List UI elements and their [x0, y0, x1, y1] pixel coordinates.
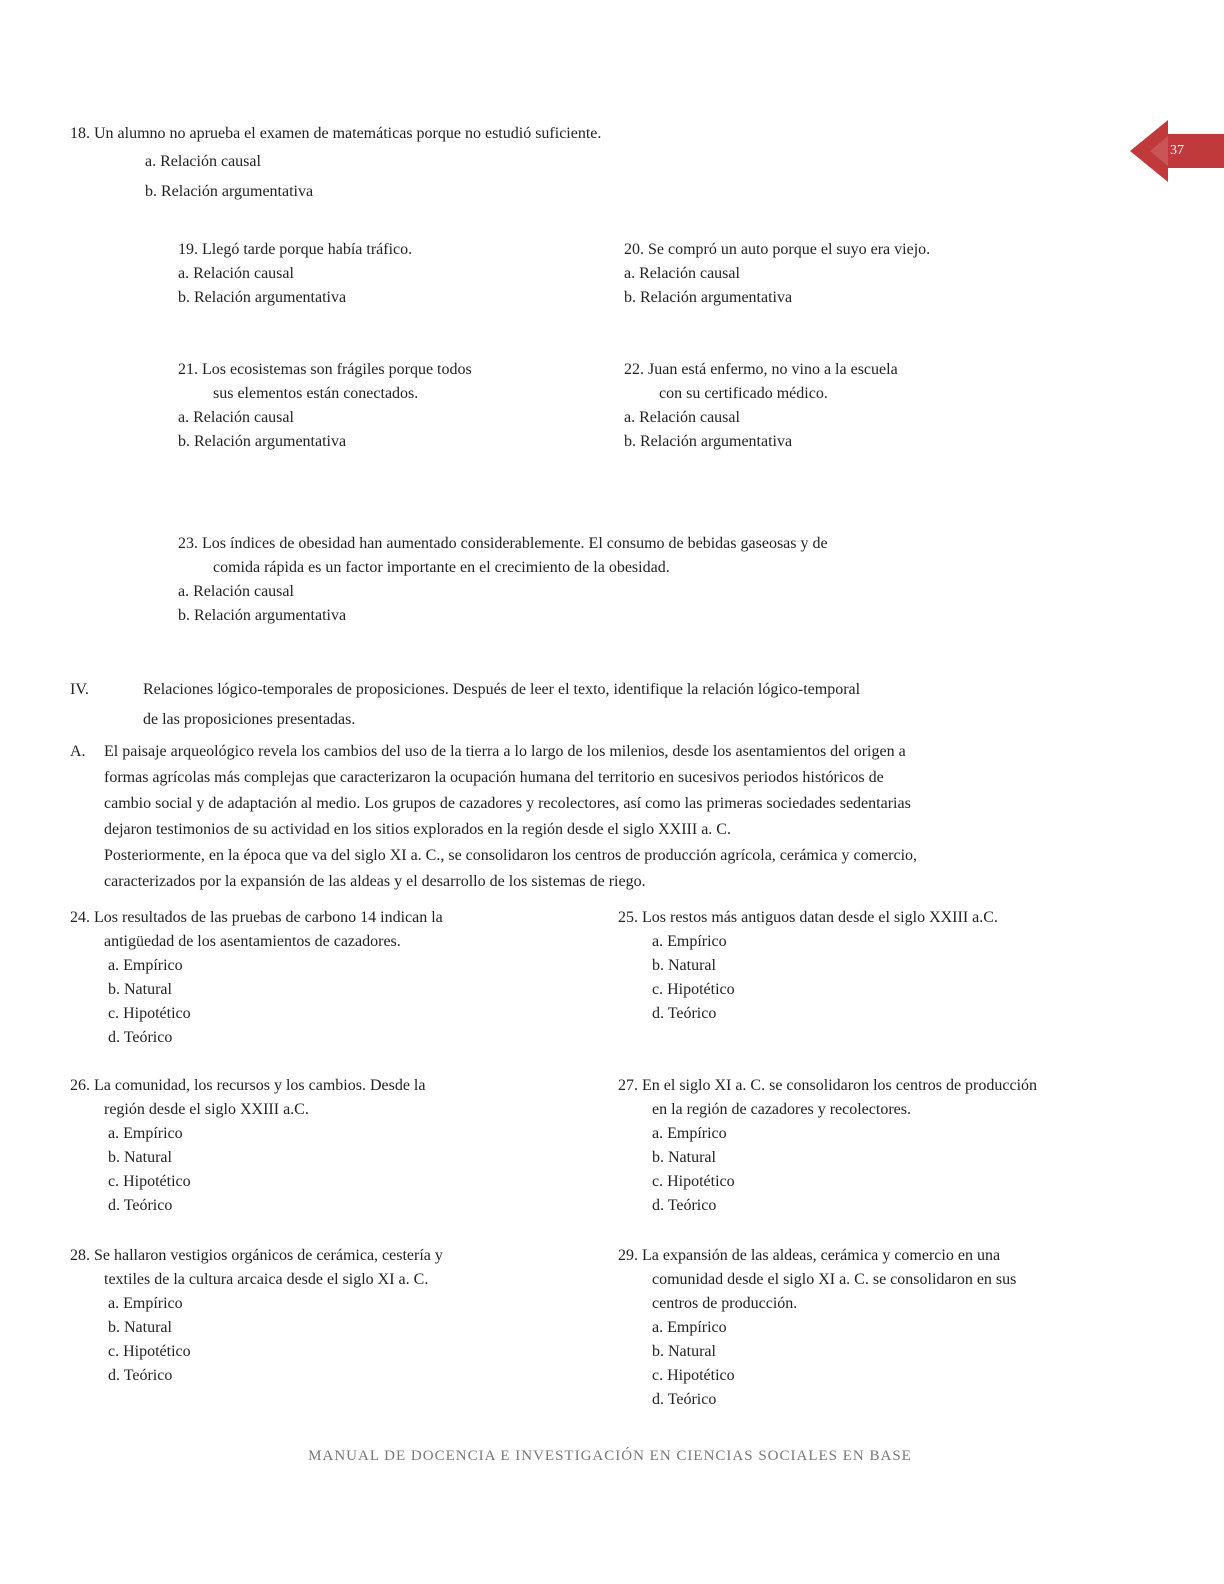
question-28: 28. Se hallaron vestigios orgánicos de cerámica, cestería y	[70, 1247, 443, 1264]
question-20: 20. Se compró un auto porque el suyo era viejo.	[624, 241, 931, 258]
q22-option-a[interactable]: a. Relación causal	[624, 409, 740, 426]
q28-option-a[interactable]: a. Empírico	[108, 1295, 183, 1312]
q28-option-c[interactable]: c. Hipotético	[108, 1343, 191, 1360]
passage-line: Posteriormente, en la época que va del siglo XI a. C., se consolidaron los centros de producción agrícola, cerámica y comercio,	[104, 847, 918, 864]
question-22-cont: con su certificado médico.	[659, 385, 828, 402]
q29-option-b[interactable]: b. Natural	[652, 1343, 716, 1360]
q26-option-b[interactable]: b. Natural	[108, 1149, 172, 1166]
q25-option-a[interactable]: a. Empírico	[652, 933, 727, 950]
question-28-cont: textiles de la cultura arcaica desde el siglo XI a. C.	[104, 1271, 429, 1288]
question-26-cont: región desde el siglo XXIII a.C.	[104, 1101, 309, 1118]
q27-option-c[interactable]: c. Hipotético	[652, 1173, 735, 1190]
q24-option-c[interactable]: c. Hipotético	[108, 1005, 191, 1022]
question-23: 23. Los índices de obesidad han aumentado considerablemente. El consumo de bebidas gaseosas y de	[178, 535, 828, 552]
section-iv-numeral: IV.	[70, 681, 89, 698]
q29-option-d[interactable]: d. Teórico	[652, 1391, 717, 1408]
question-26: 26. La comunidad, los recursos y los cambios. Desde la	[70, 1077, 426, 1094]
question-27: 27. En el siglo XI a. C. se consolidaron los centros de producción	[618, 1077, 1038, 1094]
q20-option-b[interactable]: b. Relación argumentativa	[624, 289, 793, 306]
q21-option-b[interactable]: b. Relación argumentativa	[178, 433, 347, 450]
q18-option-b[interactable]: b. Relación argumentativa	[145, 183, 314, 200]
section-iv-heading-cont: de las proposiciones presentadas.	[143, 711, 356, 728]
page-number-tab	[1130, 120, 1224, 182]
q22-option-b[interactable]: b. Relación argumentativa	[624, 433, 793, 450]
passage-line: cambio social y de adaptación al medio. Los grupos de cazadores y recolectores, así como las primeras sociedades sedentarias	[104, 795, 911, 812]
question-24-cont: antigüedad de los asentamientos de cazadores.	[104, 933, 401, 950]
q19-option-b[interactable]: b. Relación argumentativa	[178, 289, 347, 306]
section-iv-heading: Relaciones lógico-temporales de proposiciones. Después de leer el texto, identifique la relación lógico-temporal	[143, 681, 861, 698]
question-22: 22. Juan está enfermo, no vino a la escuela	[624, 361, 898, 378]
q27-option-a[interactable]: a. Empírico	[652, 1125, 727, 1142]
question-25: 25. Los restos más antiguos datan desde el siglo XXIII a.C.	[618, 909, 998, 926]
question-29-cont: centros de producción.	[652, 1295, 798, 1312]
q21-option-a[interactable]: a. Relación causal	[178, 409, 294, 426]
q18-option-a[interactable]: a. Relación causal	[145, 153, 261, 170]
question-24: 24. Los resultados de las pruebas de carbono 14 indican la	[70, 909, 443, 926]
q24-option-d[interactable]: d. Teórico	[108, 1029, 173, 1046]
q23-option-a[interactable]: a. Relación causal	[178, 583, 294, 600]
q23-option-b[interactable]: b. Relación argumentativa	[178, 607, 347, 624]
q28-option-b[interactable]: b. Natural	[108, 1319, 172, 1336]
q27-option-d[interactable]: d. Teórico	[652, 1197, 717, 1214]
passage-line: El paisaje arqueológico revela los cambios del uso de la tierra a lo largo de los milenios, desde los asentamientos del origen a	[104, 743, 906, 760]
q27-option-b[interactable]: b. Natural	[652, 1149, 716, 1166]
question-18: 18. Un alumno no aprueba el examen de matemáticas porque no estudió suficiente.	[70, 125, 602, 142]
q25-option-d[interactable]: d. Teórico	[652, 1005, 717, 1022]
question-19: 19. Llegó tarde porque había tráfico.	[178, 241, 413, 258]
q19-option-a[interactable]: a. Relación causal	[178, 265, 294, 282]
q26-option-d[interactable]: d. Teórico	[108, 1197, 173, 1214]
question-27-cont: en la región de cazadores y recolectores.	[652, 1101, 911, 1118]
question-21-cont: sus elementos están conectados.	[213, 385, 419, 402]
page-footer: MANUAL DE DOCENCIA E INVESTIGACIÓN EN CIENCIAS SOCIALES EN BASE	[308, 1448, 912, 1464]
passage-marker: A.	[70, 743, 86, 760]
q24-option-a[interactable]: a. Empírico	[108, 957, 183, 974]
q24-option-b[interactable]: b. Natural	[108, 981, 172, 998]
passage-line: dejaron testimonios de su actividad en los sitios explorados en la región desde el siglo XXIII a. C.	[104, 821, 731, 838]
q29-option-a[interactable]: a. Empírico	[652, 1319, 727, 1336]
page-number: 37	[1170, 143, 1184, 158]
passage-line: caracterizados por la expansión de las aldeas y el desarrollo de los sistemas de riego.	[104, 873, 646, 890]
question-29-cont: comunidad desde el siglo XI a. C. se consolidaron en sus	[652, 1271, 1017, 1288]
q29-option-c[interactable]: c. Hipotético	[652, 1367, 735, 1384]
q20-option-a[interactable]: a. Relación causal	[624, 265, 740, 282]
q25-option-b[interactable]: b. Natural	[652, 957, 716, 974]
question-21: 21. Los ecosistemas son frágiles porque todos	[178, 361, 472, 378]
q26-option-a[interactable]: a. Empírico	[108, 1125, 183, 1142]
question-23-cont: comida rápida es un factor importante en el crecimiento de la obesidad.	[213, 559, 670, 576]
q26-option-c[interactable]: c. Hipotético	[108, 1173, 191, 1190]
q28-option-d[interactable]: d. Teórico	[108, 1367, 173, 1384]
question-29: 29. La expansión de las aldeas, cerámica y comercio en una	[618, 1247, 1001, 1264]
passage-line: formas agrícolas más complejas que caracterizaron la ocupación humana del territorio en sucesivos periodos históricos de	[104, 769, 884, 786]
q25-option-c[interactable]: c. Hipotético	[652, 981, 735, 998]
